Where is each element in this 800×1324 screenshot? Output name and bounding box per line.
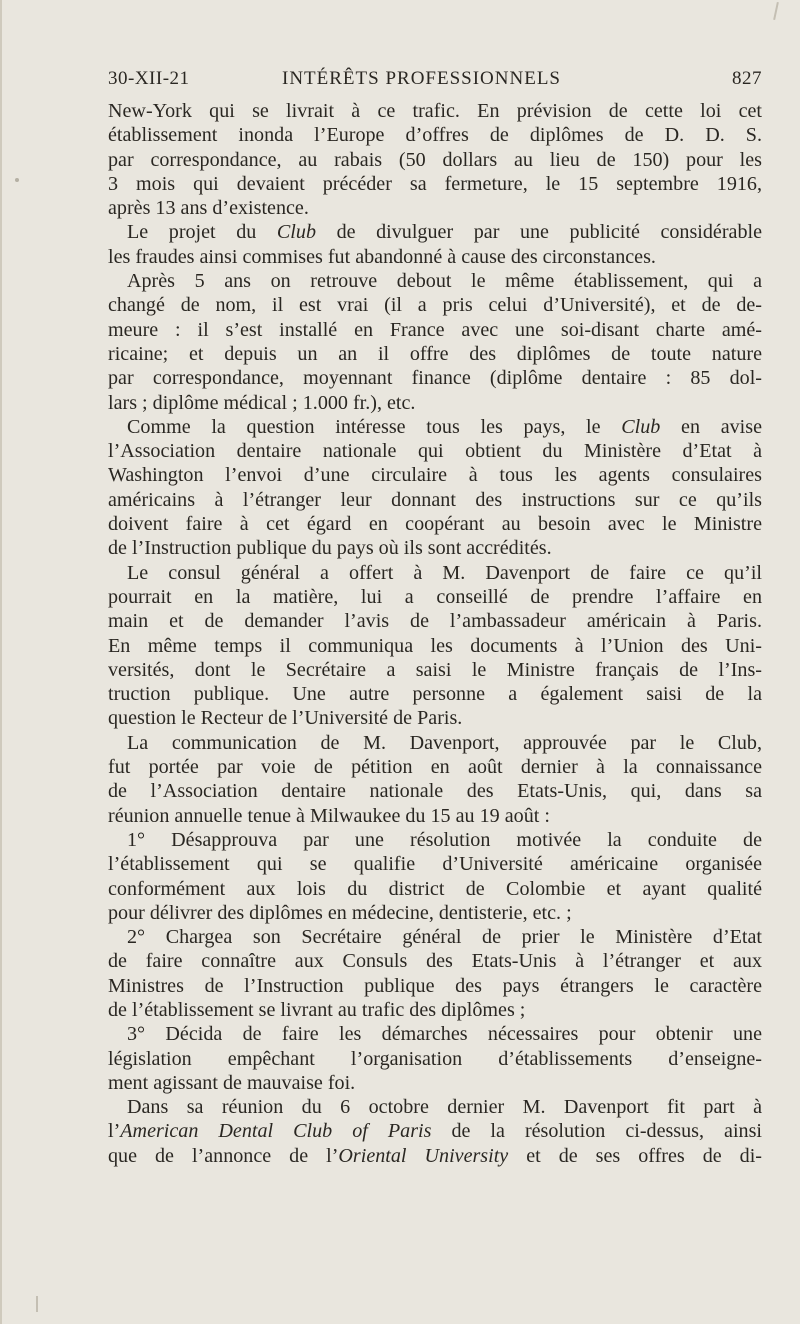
text-line-20: Le consul général a offert à M. Davenport de faire ce qu’il bbox=[127, 561, 762, 584]
text-run: de divulguer par une publicité considérable bbox=[316, 221, 762, 244]
text-line-4: 3 mois qui devaient précéder sa fermeture, le 15 septembre 1916, bbox=[108, 172, 762, 195]
text-line-41: ment agissant de mauvaise foi. bbox=[108, 1071, 356, 1094]
text-line-2: établissement inonda l’Europe d’offres de diplômes de D. D. S. bbox=[108, 124, 762, 147]
page-number: 827 bbox=[732, 68, 762, 89]
text-line-3: par correspondance, au rabais (50 dollars au lieu de 150) pour les bbox=[108, 148, 762, 171]
text-run: en avise bbox=[660, 415, 762, 438]
italic-oriental-university: Oriental University bbox=[338, 1144, 509, 1167]
text-line-5: après 13 ans d’existence. bbox=[108, 197, 309, 220]
text-line-36: de faire connaître aux Consuls des Etats-Unis à l’étranger et aux bbox=[108, 950, 762, 973]
text-line-38: de l’établissement se livrant au trafic des diplômes ; bbox=[108, 998, 526, 1021]
header-date: 30-XII-21 bbox=[108, 68, 190, 89]
text-line-17: américains à l’étranger leur donnant des instructions sur ce qu’ils bbox=[108, 488, 762, 511]
text-line-12: par correspondance, moyennant finance (diplôme dentaire : 85 dol- bbox=[108, 367, 762, 390]
text-line-22: main et de demander l’avis de l’ambassadeur américain à Paris. bbox=[108, 610, 762, 633]
text-run: de la résolution ci-dessus, ainsi bbox=[431, 1120, 762, 1143]
text-line-32: l’établissement qui se qualifie d’Université américaine organisée bbox=[108, 853, 762, 876]
text-line-25: truction publique. Une autre personne a également saisi de la bbox=[108, 683, 762, 706]
pencil-mark-bottom bbox=[36, 1296, 38, 1312]
text-line-28: fut portée par voie de pétition en août dernier à la connaissance bbox=[108, 756, 762, 779]
text-line-9: changé de nom, il est vrai (il a pris celui d’Université), et de de- bbox=[108, 294, 762, 317]
text-line-23: En même temps il communiqua les documents à l’Union des Uni- bbox=[108, 634, 762, 657]
text-line-14 bbox=[108, 415, 762, 439]
text-line-13: lars ; diplôme médical ; 1.000 fr.), etc. bbox=[108, 391, 416, 414]
italic-american-dental-club: American Dental Club of Paris bbox=[120, 1120, 432, 1143]
text-line-18: doivent faire à cet égard en coopérant au besoin avec le Ministre bbox=[108, 513, 762, 536]
text-line-42: Dans sa réunion du 6 octobre dernier M. Davenport fit part à bbox=[127, 1096, 762, 1119]
text-line-34: pour délivrer des diplômes en médecine, dentisterie, etc. ; bbox=[108, 901, 572, 924]
text-line-35: 2° Chargea son Secrétaire général de prier le Ministère d’Etat bbox=[127, 926, 762, 949]
running-head bbox=[108, 68, 762, 98]
ink-speck bbox=[15, 178, 19, 182]
text-line-26: question le Recteur de l’Université de Paris. bbox=[108, 707, 463, 730]
text-line-37: Ministres de l’Instruction publique des pays étrangers le caractère bbox=[108, 974, 762, 997]
page-edge bbox=[0, 0, 2, 1324]
header-title: INTÉRÊTS PROFESSIONNELS bbox=[282, 68, 561, 89]
text-line-7: les fraudes ainsi commises fut abandonné à cause des circonstances. bbox=[108, 245, 656, 268]
pencil-mark bbox=[773, 2, 779, 20]
text-line-11: ricaine; et depuis un an il offre des diplômes de toute nature bbox=[108, 342, 762, 365]
text-line-30: réunion annuelle tenue à Milwaukee du 15 au 19 août : bbox=[108, 804, 550, 827]
text-line-33: conformément aux lois du district de Colombie et ayant qualité bbox=[108, 877, 762, 900]
text-line-21: pourrait en la matière, lui a conseillé de prendre l’affaire en bbox=[108, 585, 762, 608]
text-line-40: législation empêchant l’organisation d’établissements d’enseigne- bbox=[108, 1047, 762, 1070]
text-line-39: 3° Décida de faire les démarches nécessaires pour obtenir une bbox=[127, 1023, 762, 1046]
text-line-1: New-York qui se livrait à ce trafic. En prévision de cette loi cet bbox=[108, 100, 762, 122]
text-line-10: meure : il s’est installé en France avec une soi-disant charte amé- bbox=[108, 318, 762, 341]
text-run: Comme la question intéresse tous les pays, le bbox=[127, 415, 622, 438]
text-line-8: Après 5 ans on retrouve debout le même établissement, qui a bbox=[127, 270, 762, 293]
text-run: l’ bbox=[108, 1120, 121, 1143]
text-line-6 bbox=[108, 220, 762, 244]
text-line-16: Washington l’envoi d’une circulaire à tous les agents consulaires bbox=[108, 464, 762, 487]
text-run: et de ses offres de di- bbox=[508, 1144, 762, 1167]
text-line-15: l’Association dentaire nationale qui obtient du Ministère d’Etat à bbox=[108, 440, 762, 463]
body-text bbox=[108, 99, 762, 1168]
italic-club: Club bbox=[276, 221, 316, 244]
text-line-24: versités, dont le Secrétaire a saisi le Ministre français de l’Ins- bbox=[108, 658, 762, 681]
text-line-31: 1° Désapprouva par une résolution motivée la conduite de bbox=[127, 828, 762, 851]
text-line-44 bbox=[108, 1144, 762, 1168]
italic-club: Club bbox=[621, 415, 661, 438]
text-line-27: La communication de M. Davenport, approuvée par le Club, bbox=[127, 731, 762, 754]
text-line-43 bbox=[108, 1119, 762, 1143]
text-run: que de l’annonce de l’ bbox=[108, 1144, 339, 1167]
text-line-29: de l’Association dentaire nationale des Etats-Unis, qui, dans sa bbox=[108, 780, 762, 803]
text-run: Le projet du bbox=[127, 221, 277, 244]
text-line-19: de l’Instruction publique du pays où ils sont accrédités. bbox=[108, 537, 552, 560]
